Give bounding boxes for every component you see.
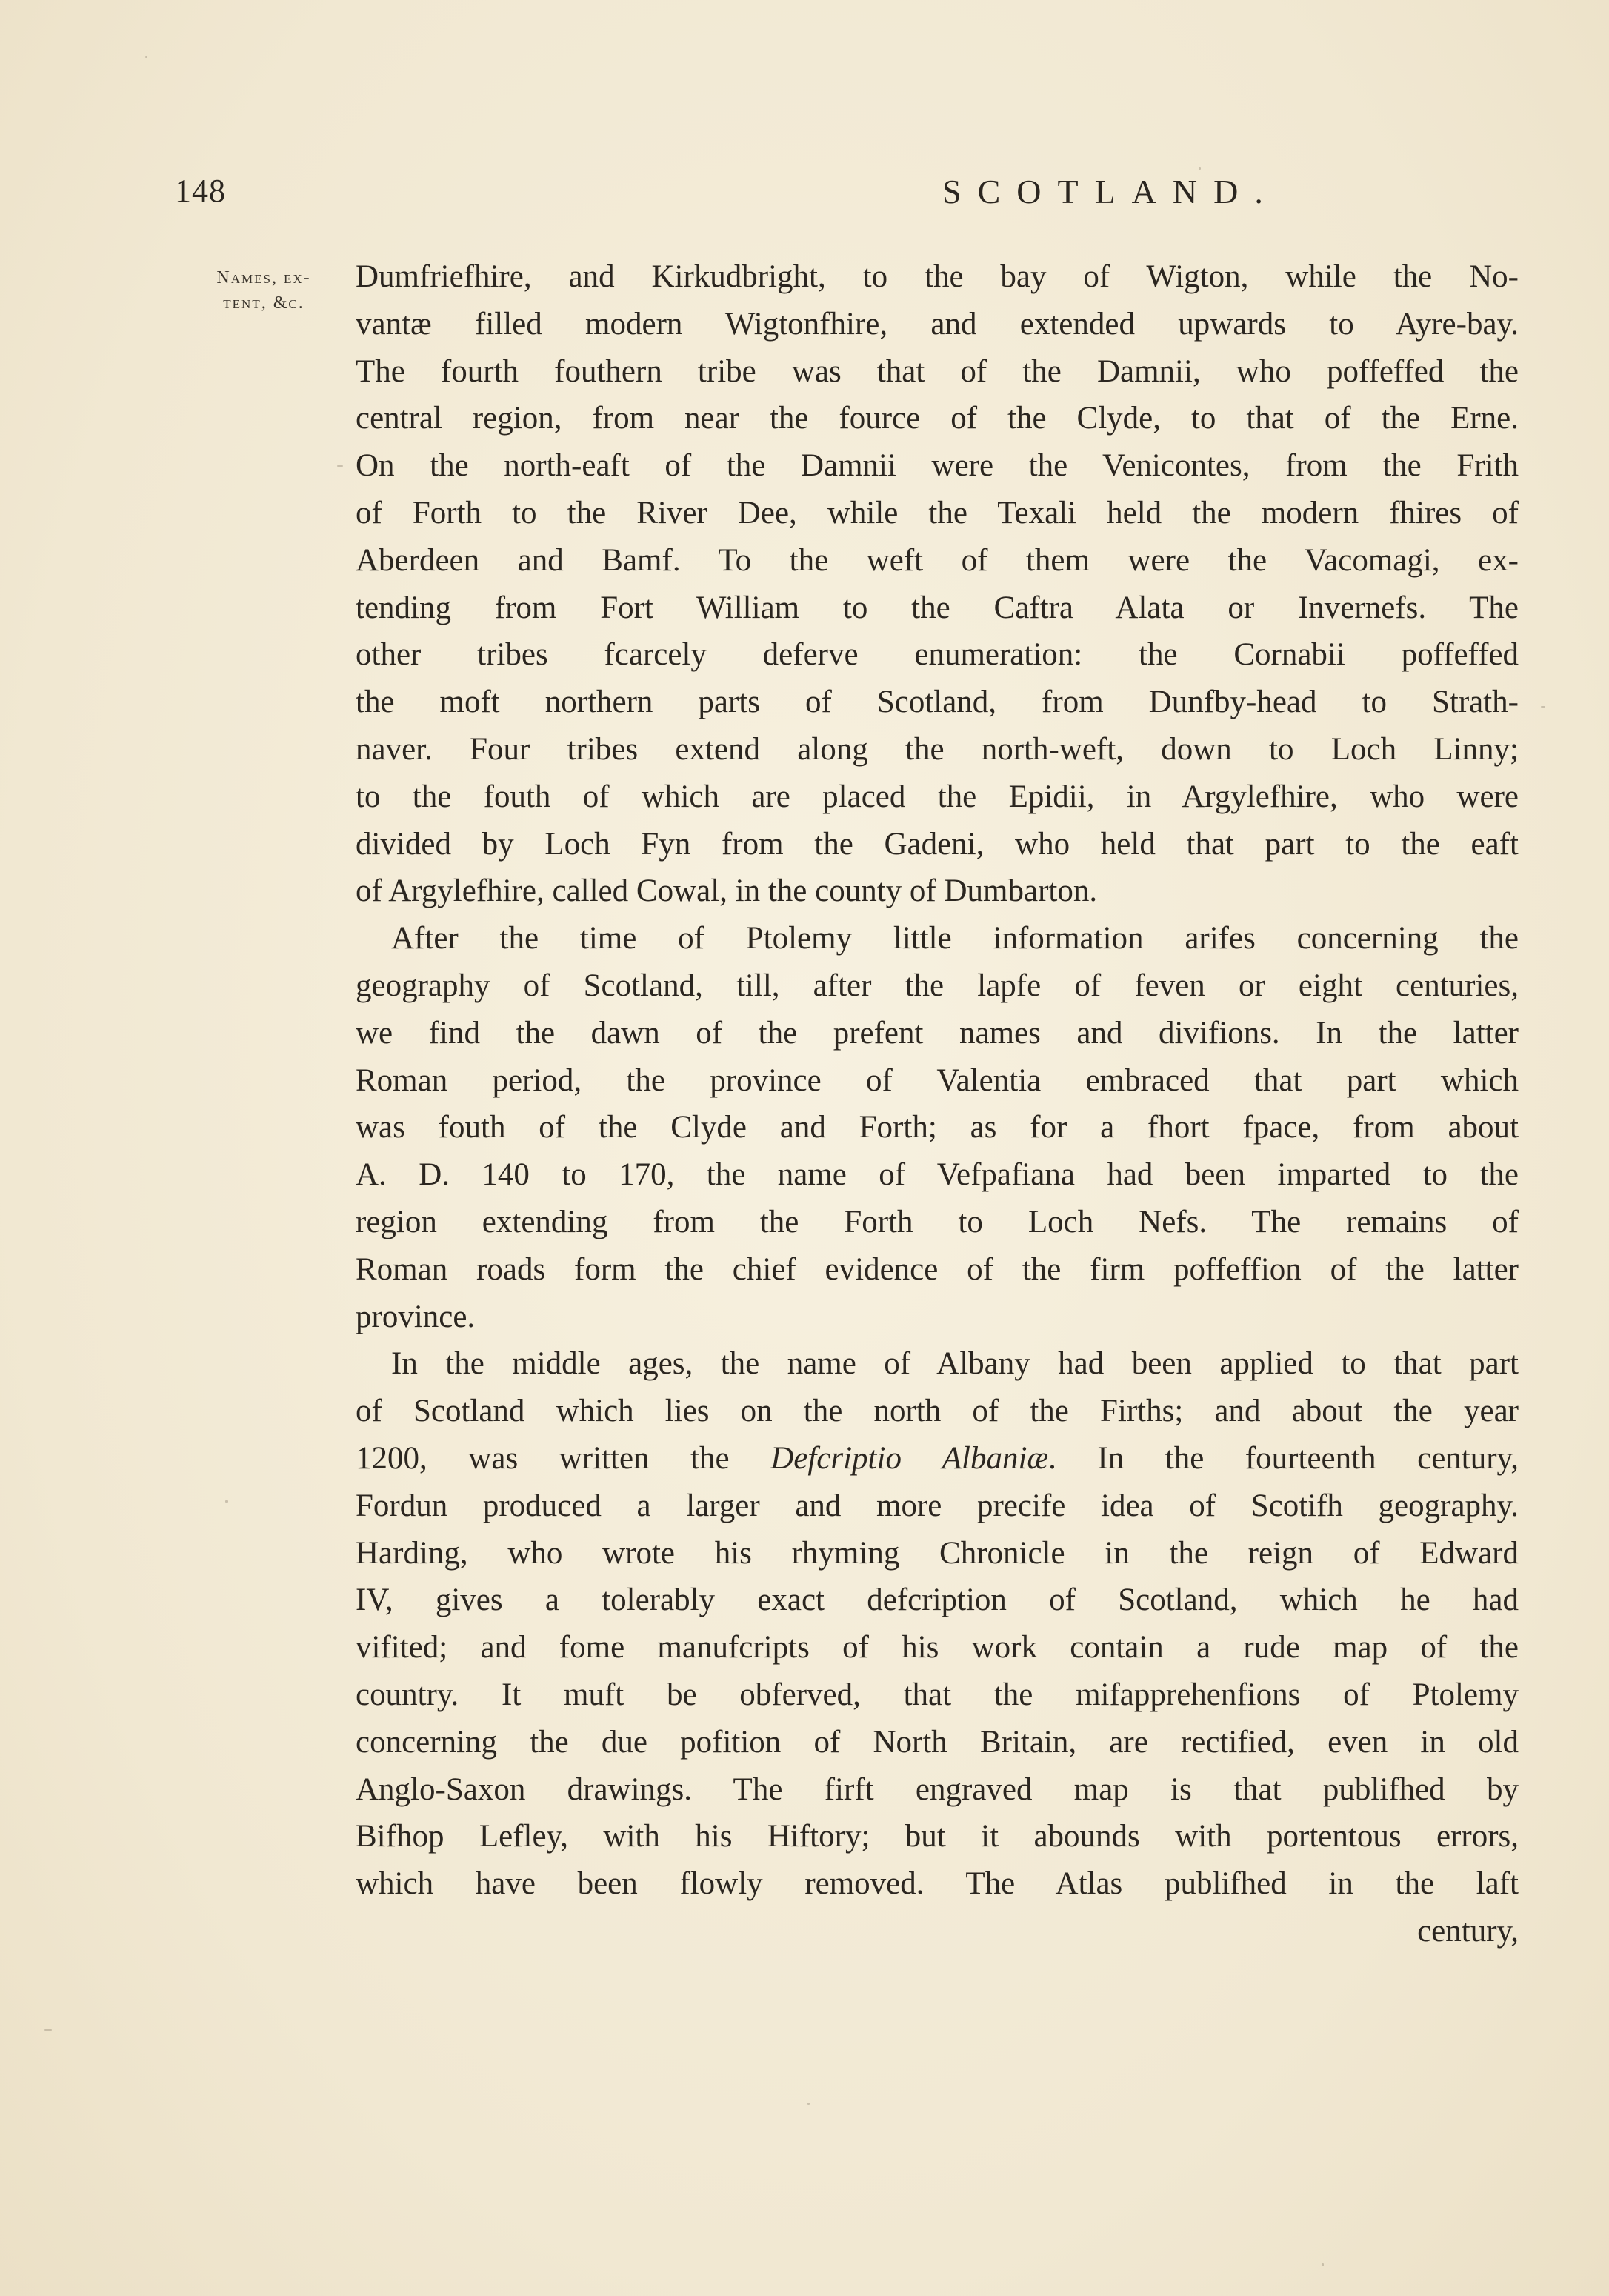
text-line: Anglo-Saxon drawings. The firft engraved map is that publifhed by — [356, 1771, 1519, 1807]
text-line: province. — [356, 1299, 476, 1334]
catchword: century, — [1417, 1913, 1519, 1949]
text-line: other tribes fcarcely deferve enumeration: the Cornabii poffeffed — [356, 637, 1519, 673]
paper-speck — [44, 2029, 52, 2031]
text-line: Roman period, the province of Valentia embraced that part which — [356, 1062, 1519, 1098]
text-line: of Argylefhire, called Cowal, in the county of Dumbarton. — [356, 874, 1098, 909]
text-line: Roman roads form the chief evidence of the firm poffeffion of the latter — [356, 1251, 1519, 1287]
text-line: concerning the due pofition of North Britain, are rectified, even in old — [356, 1724, 1519, 1760]
text-line: Dumfriefhire, and Kirkudbright, to the bay of Wigton, while the No- — [356, 259, 1519, 294]
paper-speck — [1199, 167, 1201, 170]
text-line: central region, from near the fource of the Clyde, to that of the Erne. — [356, 401, 1519, 436]
text-line: vantæ filled modern Wigtonfhire, and extended upwards to Ayre-bay. — [356, 306, 1519, 342]
paper-speck — [1541, 706, 1545, 708]
text-line: which have been flowly removed. The Atlas publifhed in the laft — [356, 1866, 1519, 1902]
text-line: Aberdeen and Bamf. To the weft of them were the Vacomagi, ex- — [356, 542, 1519, 578]
text-line: In the middle ages, the name of Albany had been applied to that part — [391, 1346, 1519, 1382]
paragraph — [356, 1340, 1519, 1908]
text-line: Harding, who wrote his rhyming Chronicle in the reign of Edward — [356, 1535, 1519, 1571]
paper-speck — [337, 465, 343, 467]
text-line: of Scotland which lies on the north of the Firths; and about the year — [356, 1394, 1519, 1429]
text-line-end: . In the fourteenth century, — [1048, 1440, 1519, 1476]
margin-note-line: tent, &c. — [223, 293, 304, 313]
text-line: After the time of Ptolemy little information arifes concerning the — [391, 921, 1519, 956]
text-line: to the fouth of which are placed the Epidii, in Argylefhire, who were — [356, 779, 1519, 814]
paragraph — [356, 915, 1519, 1340]
paper-speck — [145, 56, 147, 58]
paper-speck — [225, 1500, 228, 1503]
text-line: of Forth to the River Dee, while the Texali held the modern fhires of — [356, 495, 1519, 530]
paper-speck — [1322, 2263, 1324, 2266]
running-title: SCOTLAND. — [942, 173, 1279, 210]
text-line: On the north-eaft of the Damnii were the Venicontes, from the Frith — [356, 448, 1519, 484]
body-text — [356, 253, 1519, 1955]
text-line: tending from Fort William to the Caftra Alata or Invernefs. The — [356, 590, 1519, 625]
paper-speck — [807, 2103, 810, 2105]
running-header — [175, 172, 1508, 224]
text-line: region extending from the Forth to Loch Nefs. The remains of — [356, 1204, 1519, 1239]
text-line: A. D. 140 to 170, the name of Vefpafiana had been imparted to the — [356, 1157, 1519, 1193]
text-line: Bifhop Lefley, with his Hiftory; but it abounds with portentous errors, — [356, 1819, 1519, 1854]
text-line: IV, gives a tolerably exact defcription of Scotland, which he had — [356, 1583, 1519, 1618]
text-line: Fordun produced a larger and more precife idea of Scotifh geography. — [356, 1488, 1519, 1523]
text-line: geography of Scotland, till, after the lapfe of feven or eight centuries, — [356, 968, 1519, 1003]
text-line: naver. Four tribes extend along the north-weft, down to Loch Linny; — [356, 731, 1519, 767]
text-line: country. It muft be obferved, that the mifapprehenfions of Ptolemy — [356, 1677, 1519, 1712]
margin-note — [175, 265, 353, 316]
text-line: was fouth of the Clyde and Forth; as for a fhort fpace, from about — [356, 1110, 1519, 1145]
text-line: vifited; and fome manufcripts of his work contain a rude map of the — [356, 1630, 1519, 1666]
text-line: divided by Loch Fyn from the Gadeni, who held that part to the eaft — [356, 826, 1519, 862]
text-line: we find the dawn of the prefent names and divifions. In the latter — [356, 1015, 1519, 1051]
text-line: The fourth fouthern tribe was that of the Damnii, who poffeffed the — [356, 353, 1519, 389]
text-line-start: 1200, was written the — [356, 1440, 771, 1476]
text-line — [356, 1435, 1519, 1483]
italic-title: Defcriptio Albaniæ — [770, 1440, 1049, 1476]
margin-note-line: Names, ex- — [216, 268, 311, 287]
text-line: the moft northern parts of Scotland, from Dunfby-head to Strath- — [356, 685, 1519, 720]
page-number: 148 — [175, 173, 226, 209]
paragraph — [356, 253, 1519, 915]
